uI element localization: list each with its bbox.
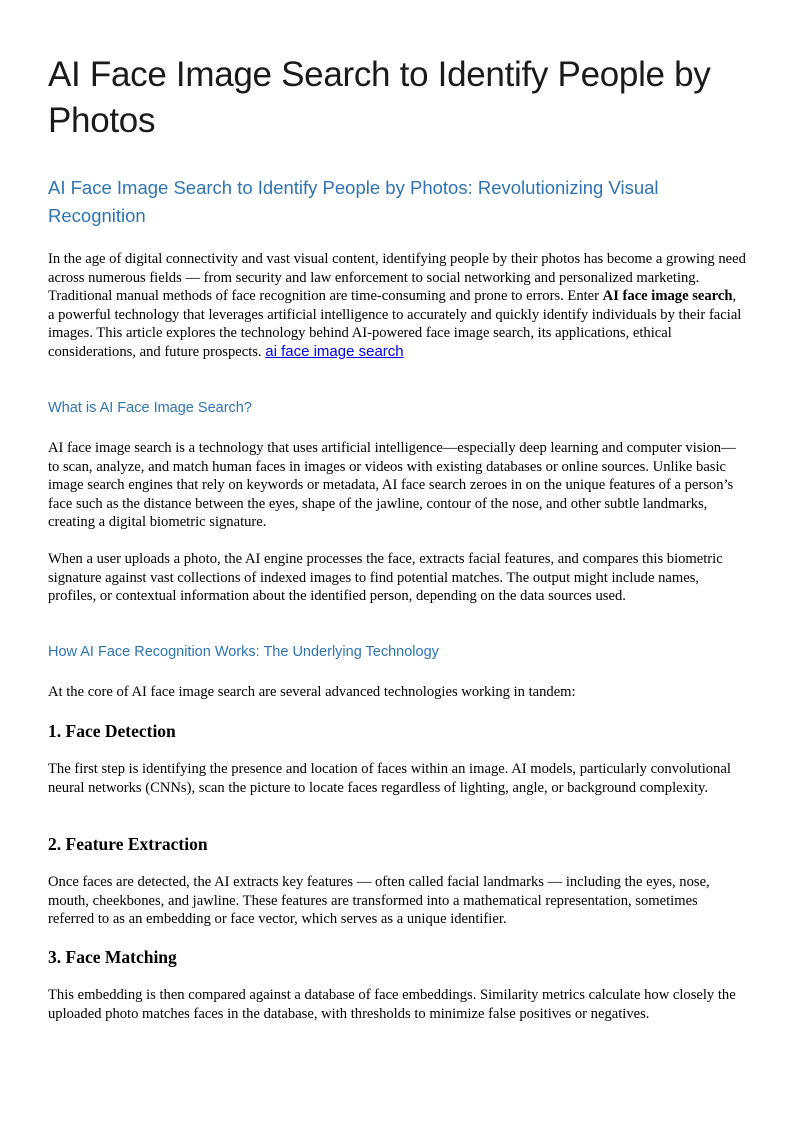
what-is-paragraph-1: AI face image search is a technology that uses artificial intelligence—especially deep learning and computer vision—to scan, analyze, and match human faces in images or videos with existing databases or online sources. Unlike basic image search engines that rely on keywords or metadata, AI face search zeroes in on the unique features of a person’s face such as the distance between the eyes, shape of the jawline, contour of the nose, and other subtle landmarks, creating a digital biometric signature. [48,440,736,530]
ai-face-image-search-link[interactable]: ai face image search [265,342,404,360]
intro-text-end: , a powerful technology that leverages artificial intelligence to accurately and quickly identify individuals by their facial images. This article explores the technology behind AI-powered face image search, its applications, ethical considerations, and future prospects. [48,288,742,360]
intro-bold-term: AI face image search [602,288,733,304]
feature-extraction-paragraph: Once faces are detected, the AI extracts key features — often called facial landmarks — including the eyes, nose, mouth, cheekbones, and jawline. These features are transformed into a mathematical representation, sometimes referred to as an embedding or face vector, which serves as a unique identifier. [48,874,710,927]
heading-how-works: How AI Face Recognition Works: The Underlying Technology [48,644,439,660]
face-matching-paragraph: This embedding is then compared against a database of face embeddings. Similarity metrics calculate how closely the uploaded photo matches faces in the database, with thresholds to minimize false positives or negatives. [48,987,736,1022]
heading-what-is: What is AI Face Image Search? [48,400,252,416]
article-subtitle: AI Face Image Search to Identify People by Photos: Revolutionizing Visual Recognition [48,177,659,226]
heading-feature-extraction: 2. Feature Extraction [48,834,208,854]
face-detection-paragraph: The first step is identifying the presence and location of faces within an image. AI models, particularly convolutional neural networks (CNNs), scan the picture to locate faces regardless of lighting, angle, or background complexity. [48,761,731,796]
heading-face-matching: 3. Face Matching [48,947,177,967]
intro-text-start: In the age of digital connectivity and vast visual content, identifying people by their photos has become a growing need across numerous fields — from security and law enforcement to social networking and personalized marketing. Traditional manual methods of face recognition are time-consuming and prone to errors. Enter [48,251,746,304]
intro-paragraph [48,250,746,361]
what-is-paragraph-2: When a user uploads a photo, the AI engine processes the face, extracts facial features, and compares this biometric signature against vast collections of indexed images to find potential matches. The output might include names, profiles, or contextual information about the identified person, depending on the data sources used. [48,551,723,604]
heading-face-detection: 1. Face Detection [48,721,176,741]
how-works-paragraph: At the core of AI face image search are several advanced technologies working in tandem: [48,684,576,700]
page-title: AI Face Image Search to Identify People by Photos [48,55,711,140]
